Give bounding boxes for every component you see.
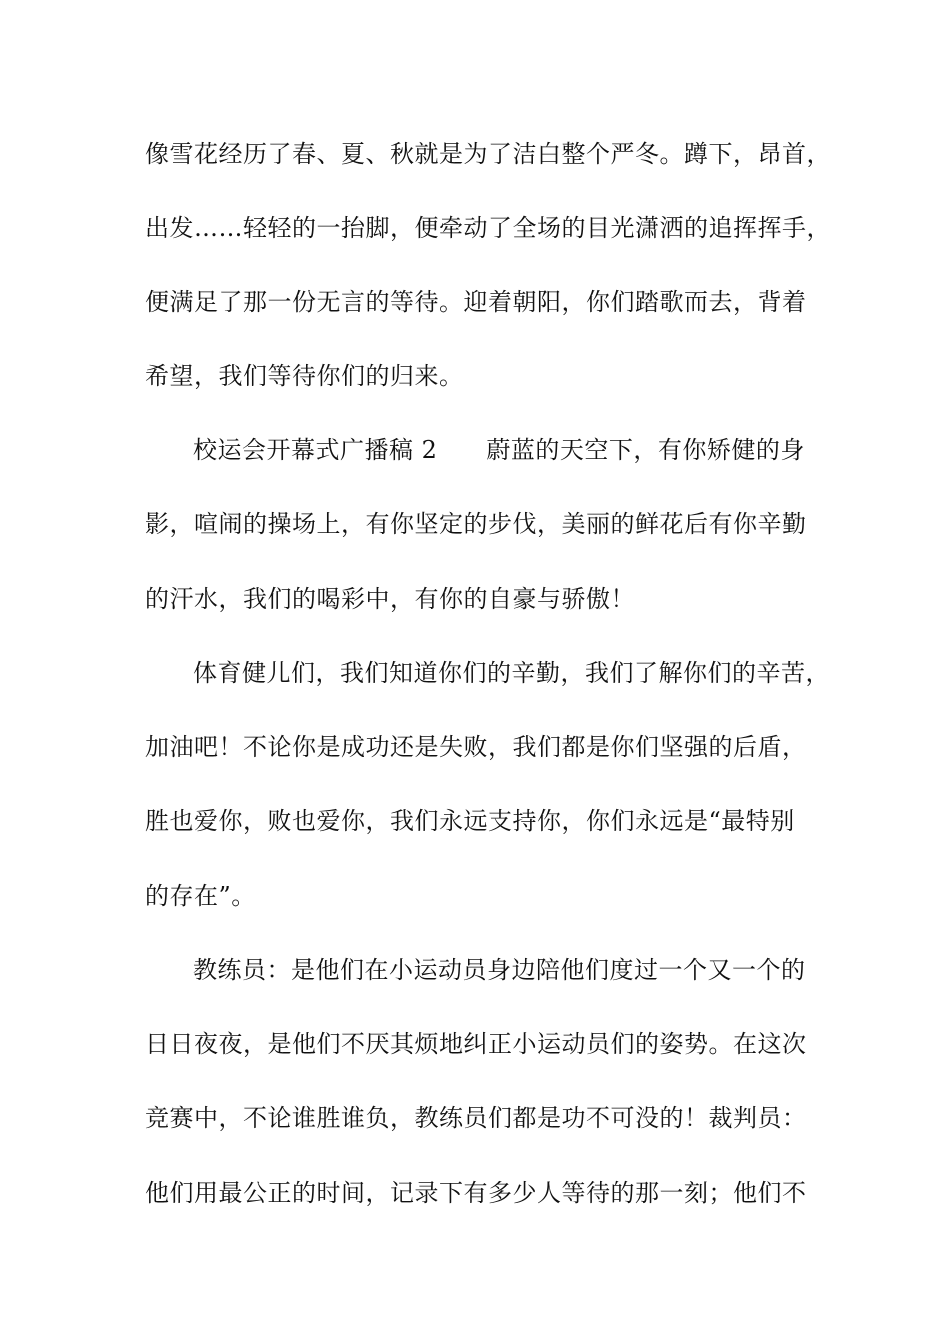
text-line: 竞赛中，不论谁胜谁负，教练员们都是功不可没的！裁判员： <box>145 1104 807 1132</box>
text-line: 便满足了那一份无言的等待。迎着朝阳，你们踏歌而去，背着 <box>145 288 807 316</box>
paragraph-first-line: 体育健儿们，我们知道你们的辛勤，我们了解你们的辛苦， <box>193 659 830 687</box>
text-line: 出发……轻轻的一抬脚，便牵动了全场的目光潇洒的追挥挥手， <box>145 214 831 242</box>
text-line: 像雪花经历了春、夏、秋就是为了洁白整个严冬。蹲下，昂首， <box>145 140 831 168</box>
text-line: 胜也爱你，败也爱你，我们永远支持你，你们永远是“最特别 <box>145 807 795 835</box>
text-line: 希望，我们等待你们的归来。 <box>145 362 464 390</box>
section-heading-line: 校运会开幕式广播稿 2 蔚蓝的天空下，有你矫健的身 <box>193 436 805 464</box>
text-line: 的存在”。 <box>145 882 256 910</box>
text-line: 日日夜夜，是他们不厌其烦地纠正小运动员们的姿势。在这次 <box>145 1030 807 1058</box>
text-line: 他们用最公正的时间，记录下有多少人等待的那一刻；他们不 <box>145 1179 807 1207</box>
text-line: 的汗水，我们的喝彩中，有你的自豪与骄傲！ <box>145 585 635 613</box>
text-line: 加油吧！不论你是成功还是失败，我们都是你们坚强的后盾， <box>145 733 807 761</box>
text-line: 影，喧闹的操场上，有你坚定的步伐，美丽的鲜花后有你辛勤 <box>145 510 807 538</box>
paragraph-first-line: 教练员：是他们在小运动员身边陪他们度过一个又一个的 <box>193 956 806 984</box>
